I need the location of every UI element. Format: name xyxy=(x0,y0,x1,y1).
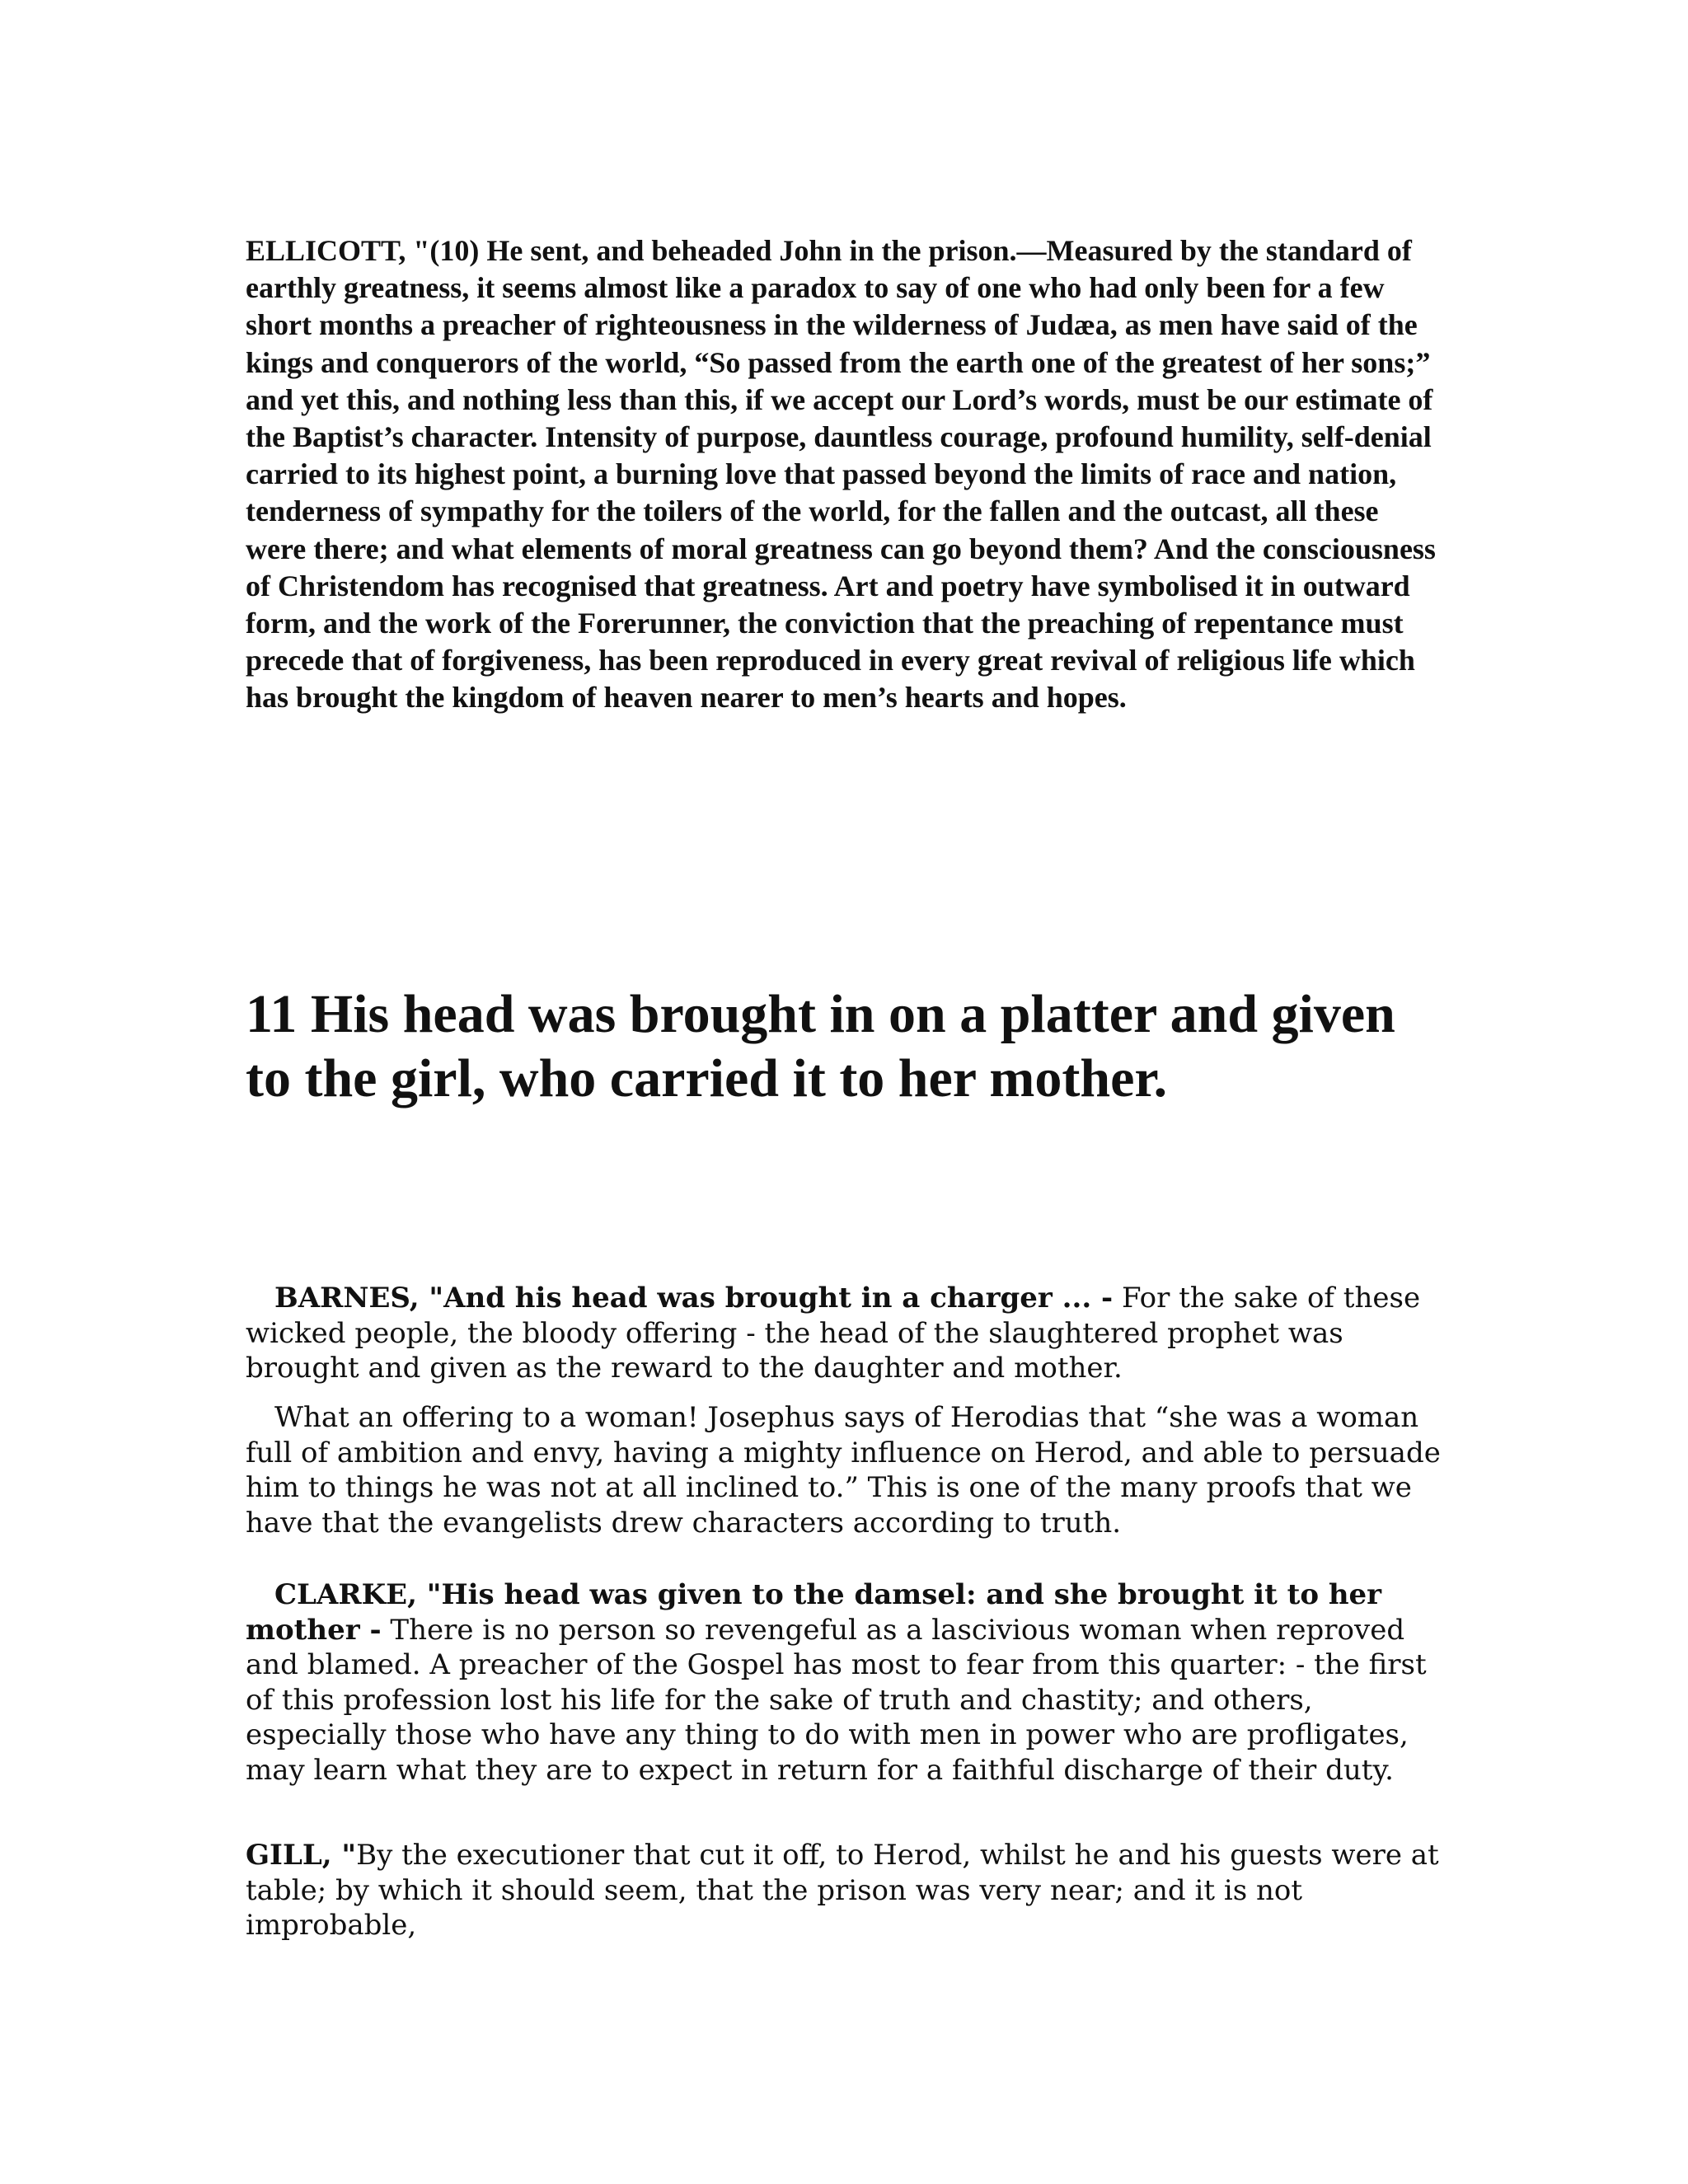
document-page xyxy=(246,232,1441,1943)
barnes-commentary-paragraph-2 xyxy=(246,1400,1441,1540)
barnes-text: For the sake of these wicked people, the bloody offering - the head of the slaughtered prophet was brought and given as the reward to the daughter and mother. xyxy=(246,1282,1421,1385)
verse-heading: 11 His head was brought in on a platter and given to the girl, who carried it to her mother. xyxy=(246,984,1395,1108)
clarke-lead: CLARKE, "His head was given to the damsel: and she brought it to her mother - xyxy=(246,1578,1382,1647)
ellicott-commentary xyxy=(246,232,1441,717)
gill-lead: GILL, " xyxy=(246,1839,357,1872)
ellicott-lead: ELLICOTT, "(10) He sent, and beheaded John in the prison. xyxy=(246,234,1017,267)
barnes-para2: What an offering to a woman! Josephus says of Herodias that “she was a woman full of ambition and envy, having a mighty influence on Herod, and able to persuade him to things he was not at all inclined to.” This is one of the many proofs that we have that the evangelists drew characters according to truth. xyxy=(246,1401,1441,1540)
clarke-commentary xyxy=(246,1577,1441,1788)
clarke-text: There is no person so revengeful as a lascivious woman when reproved and blamed. A preacher of the Gospel has most to fear from this quarter: - the first of this profession lost his life for the sake of truth and chastity; and others, especially those who have any thing to do with men in power who are profligates, may learn what they are to expect in return for a faithful discharge of their duty. xyxy=(246,1613,1427,1787)
ellicott-text: —Measured by the standard of earthly greatness, it seems almost like a paradox to say of one who had only been for a few short months a preacher of righteousness in the wilderness of Judæa, as men have said of the kings and conquerors of the world, “So passed from the earth one of the greatest of her sons;” and yet this, and nothing less than this, if we accept our Lord’s words, must be our estimate of the Baptist’s character. Intensity of purpose, dauntless courage, profound humility, self-denial carried to its highest point, a burning love that passed beyond the limits of race and nation, tenderness of sympathy for the toilers of the world, for the fallen and the outcast, all these were there; and what elements of moral greatness can go beyond them? And the consciousness of Christendom has recognised that greatness. Art and poetry have symbolised it in outward form, and the work of the Forerunner, the conviction that the preaching of repentance must precede that of forgiveness, has been reproduced in every great revival of religious life which has brought the kingdom of heaven nearer to men’s hearts and hopes. xyxy=(246,234,1436,715)
barnes-lead: BARNES, "And his head was brought in a charger ... - xyxy=(274,1282,1114,1315)
gill-text: By the executioner that cut it off, to Herod, whilst he and his guests were at table; by which it should seem, that the prison was very near; and it is not improbable, xyxy=(246,1839,1439,1943)
barnes-commentary xyxy=(246,1281,1441,1386)
gill-commentary xyxy=(246,1838,1441,1943)
